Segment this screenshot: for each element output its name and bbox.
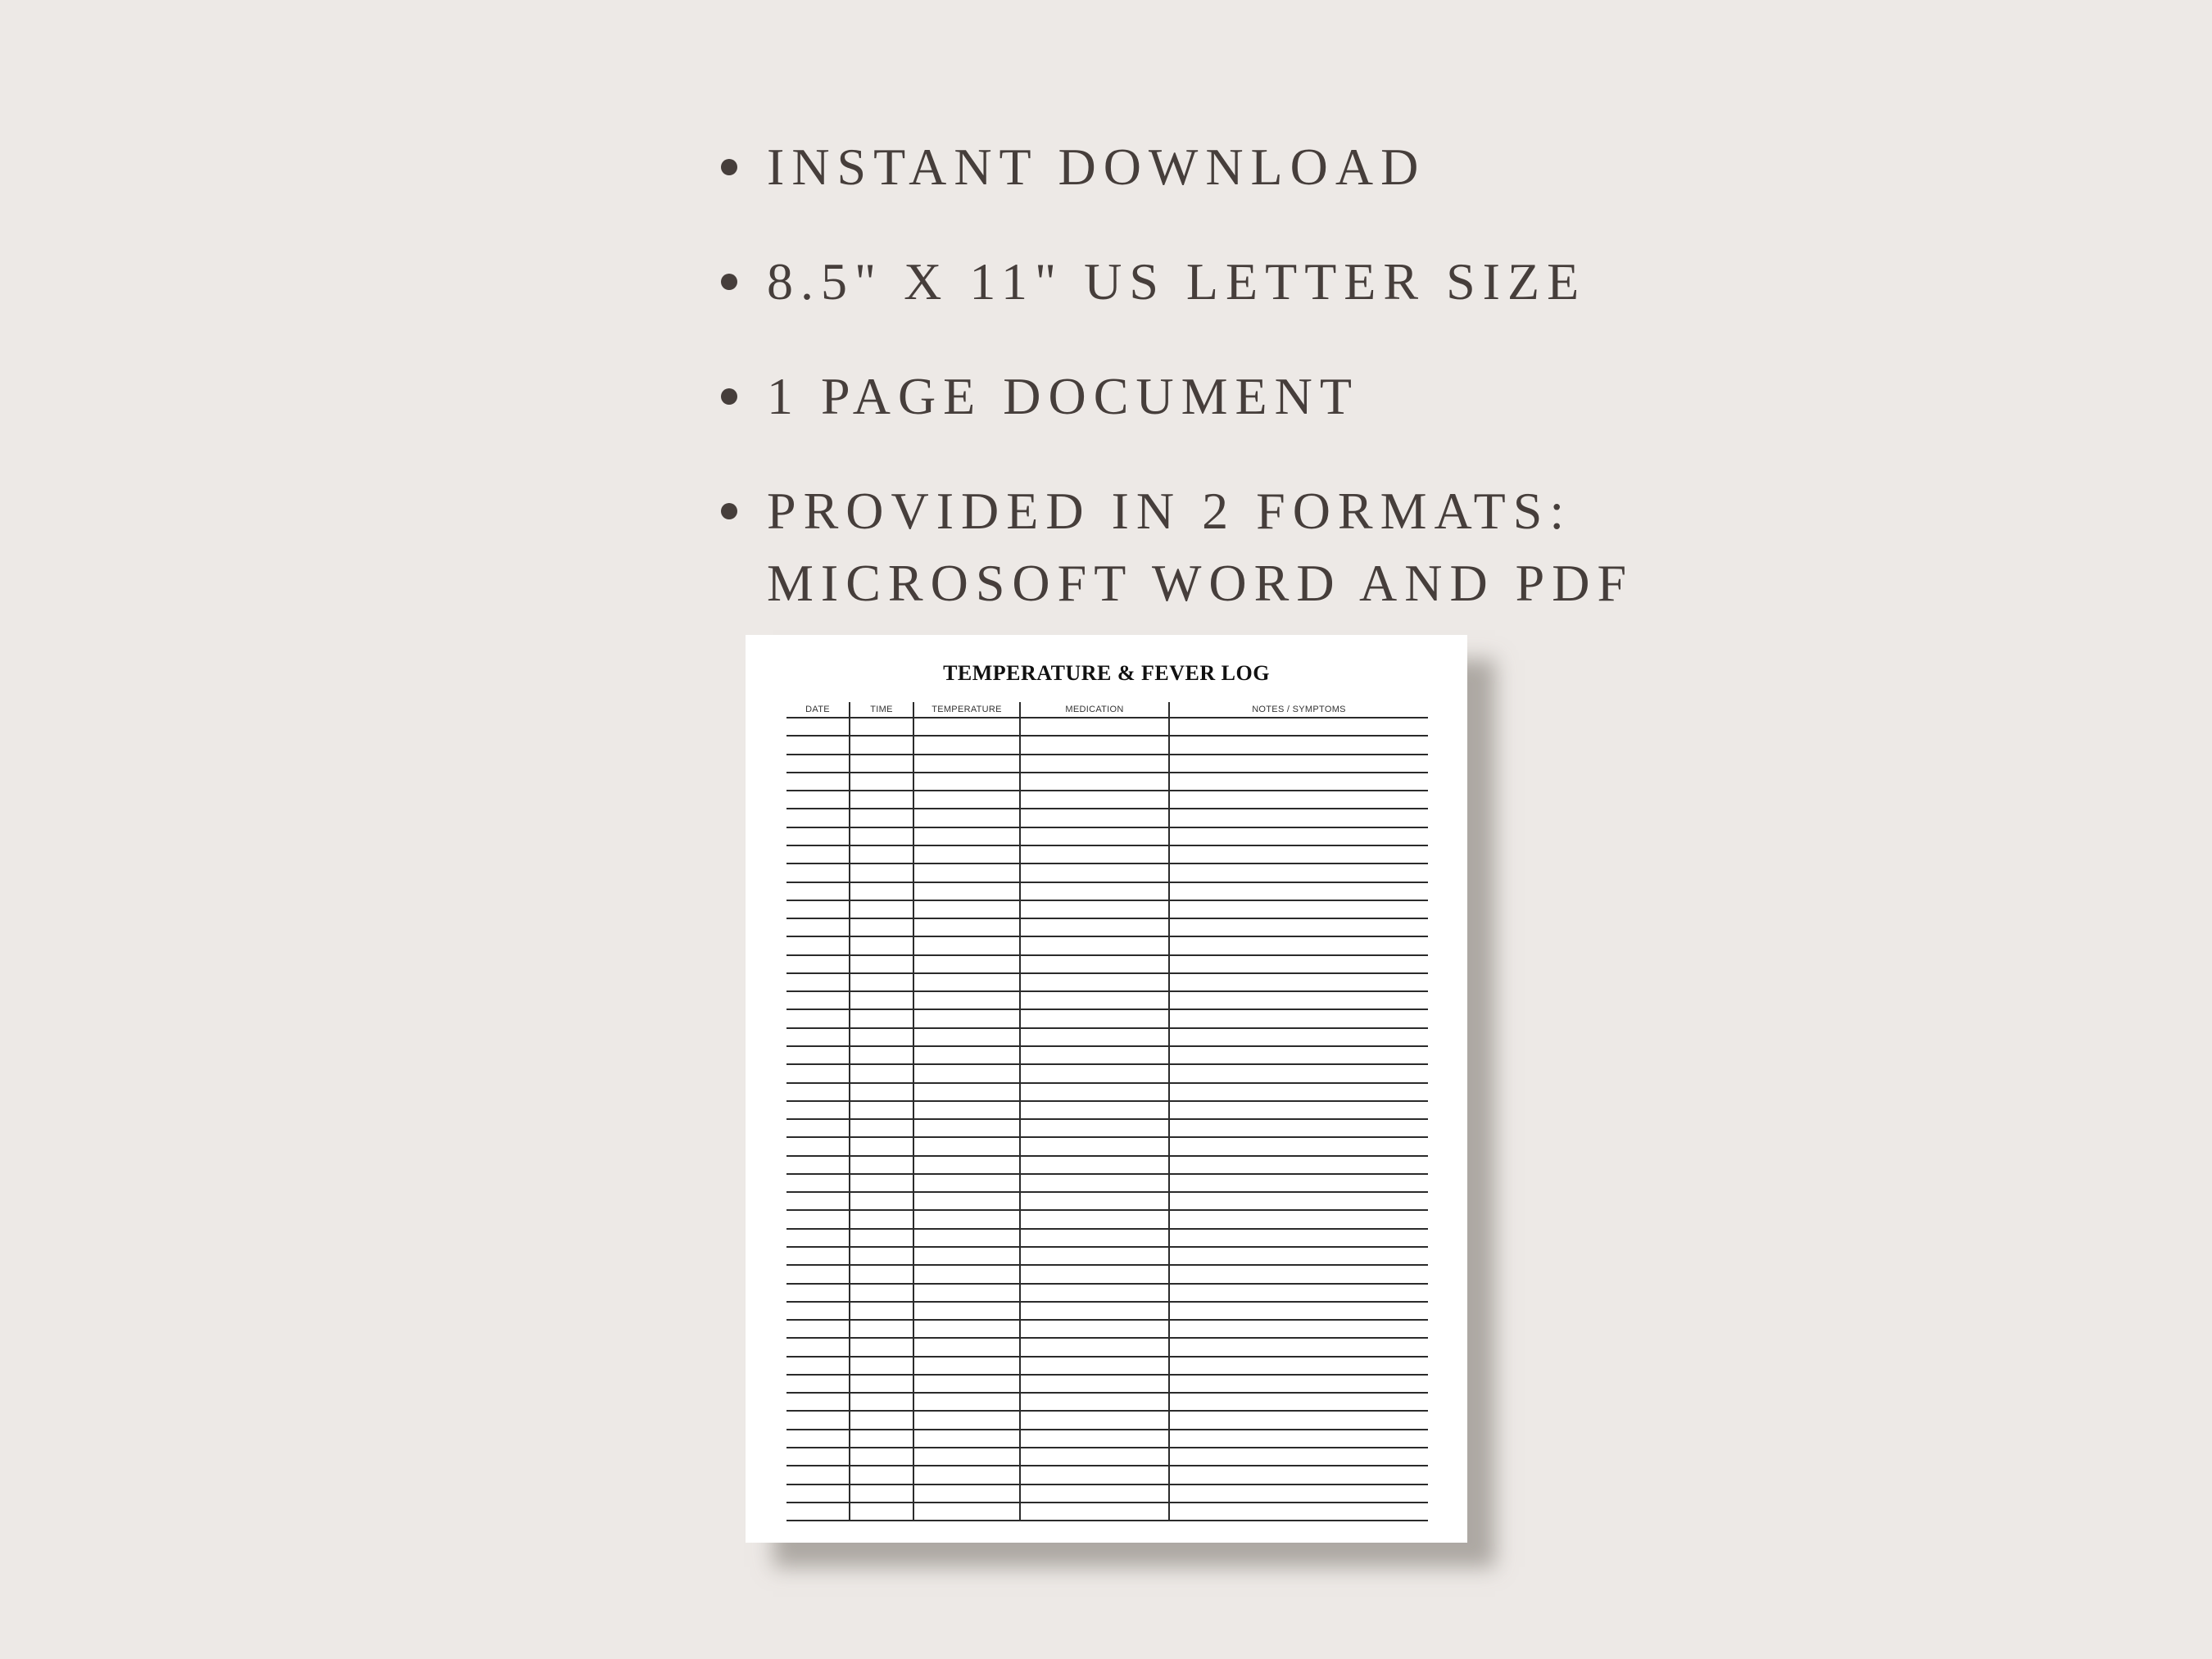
row-line (786, 1045, 1428, 1047)
column-header-date: DATE (805, 705, 830, 714)
row-line (786, 754, 1428, 755)
row-line (786, 772, 1428, 773)
row-line (786, 1009, 1428, 1010)
feature-item (719, 131, 1784, 203)
bullet-icon (721, 274, 737, 290)
bullet-icon (721, 503, 737, 519)
column-header-medication: MEDICATION (1065, 705, 1124, 714)
row-line (786, 1155, 1428, 1157)
row-line (786, 882, 1428, 883)
feature-text: MICROSOFT WORD AND PDF (767, 554, 1634, 612)
row-line (786, 918, 1428, 919)
row-line (786, 1136, 1428, 1138)
row-line (786, 1465, 1428, 1466)
row-line (786, 1209, 1428, 1211)
row-line (786, 900, 1428, 901)
feature-text: 8.5" X 11" US LETTER SIZE (767, 252, 1587, 310)
row-line (786, 1100, 1428, 1102)
feature-item (719, 360, 1784, 433)
row-line (786, 827, 1428, 828)
feature-text: 1 PAGE DOCUMENT (767, 367, 1359, 425)
row-line (786, 1392, 1428, 1394)
column-header-temperature: TEMPERATURE (931, 705, 1002, 714)
row-line (786, 1374, 1428, 1376)
row-line (786, 1246, 1428, 1248)
row-line (786, 808, 1428, 809)
column-divider (1019, 702, 1021, 1521)
row-line (786, 863, 1428, 864)
row-line (786, 936, 1428, 937)
column-divider (1168, 702, 1170, 1521)
row-line (786, 1502, 1428, 1503)
feature-text: INSTANT DOWNLOAD (767, 138, 1426, 196)
column-header-notes: NOTES / SYMPTOMS (1252, 705, 1346, 714)
bullet-icon (721, 388, 737, 405)
document-preview (746, 635, 1467, 1543)
row-line (786, 845, 1428, 846)
log-table (786, 702, 1428, 1521)
row-line (786, 1063, 1428, 1065)
row-line (786, 1447, 1428, 1448)
row-line (786, 1319, 1428, 1321)
row-line (786, 1520, 1428, 1521)
row-line (786, 1356, 1428, 1358)
column-header-time: TIME (870, 705, 893, 714)
row-line (786, 990, 1428, 992)
row-line (786, 1484, 1428, 1485)
row-line (786, 790, 1428, 791)
row-line (786, 1410, 1428, 1412)
feature-list (719, 131, 1784, 662)
row-line (786, 1301, 1428, 1303)
row-line (786, 1429, 1428, 1430)
row-line (786, 1228, 1428, 1230)
row-line (786, 1337, 1428, 1339)
column-divider (913, 702, 914, 1521)
row-line (786, 1173, 1428, 1175)
row-line (786, 1191, 1428, 1193)
row-line (786, 954, 1428, 956)
column-divider (849, 702, 850, 1521)
row-line (786, 1264, 1428, 1266)
feature-text: PROVIDED IN 2 FORMATS: (767, 482, 1572, 540)
bullet-icon (721, 159, 737, 175)
feature-item (719, 246, 1784, 318)
row-line (786, 1082, 1428, 1084)
row-line (786, 972, 1428, 974)
row-line (786, 735, 1428, 737)
row-line (786, 1027, 1428, 1029)
row-line (786, 1118, 1428, 1120)
row-line (786, 717, 1428, 718)
document-title: TEMPERATURE & FEVER LOG (943, 661, 1270, 685)
feature-item (719, 475, 1784, 619)
row-line (786, 1283, 1428, 1285)
